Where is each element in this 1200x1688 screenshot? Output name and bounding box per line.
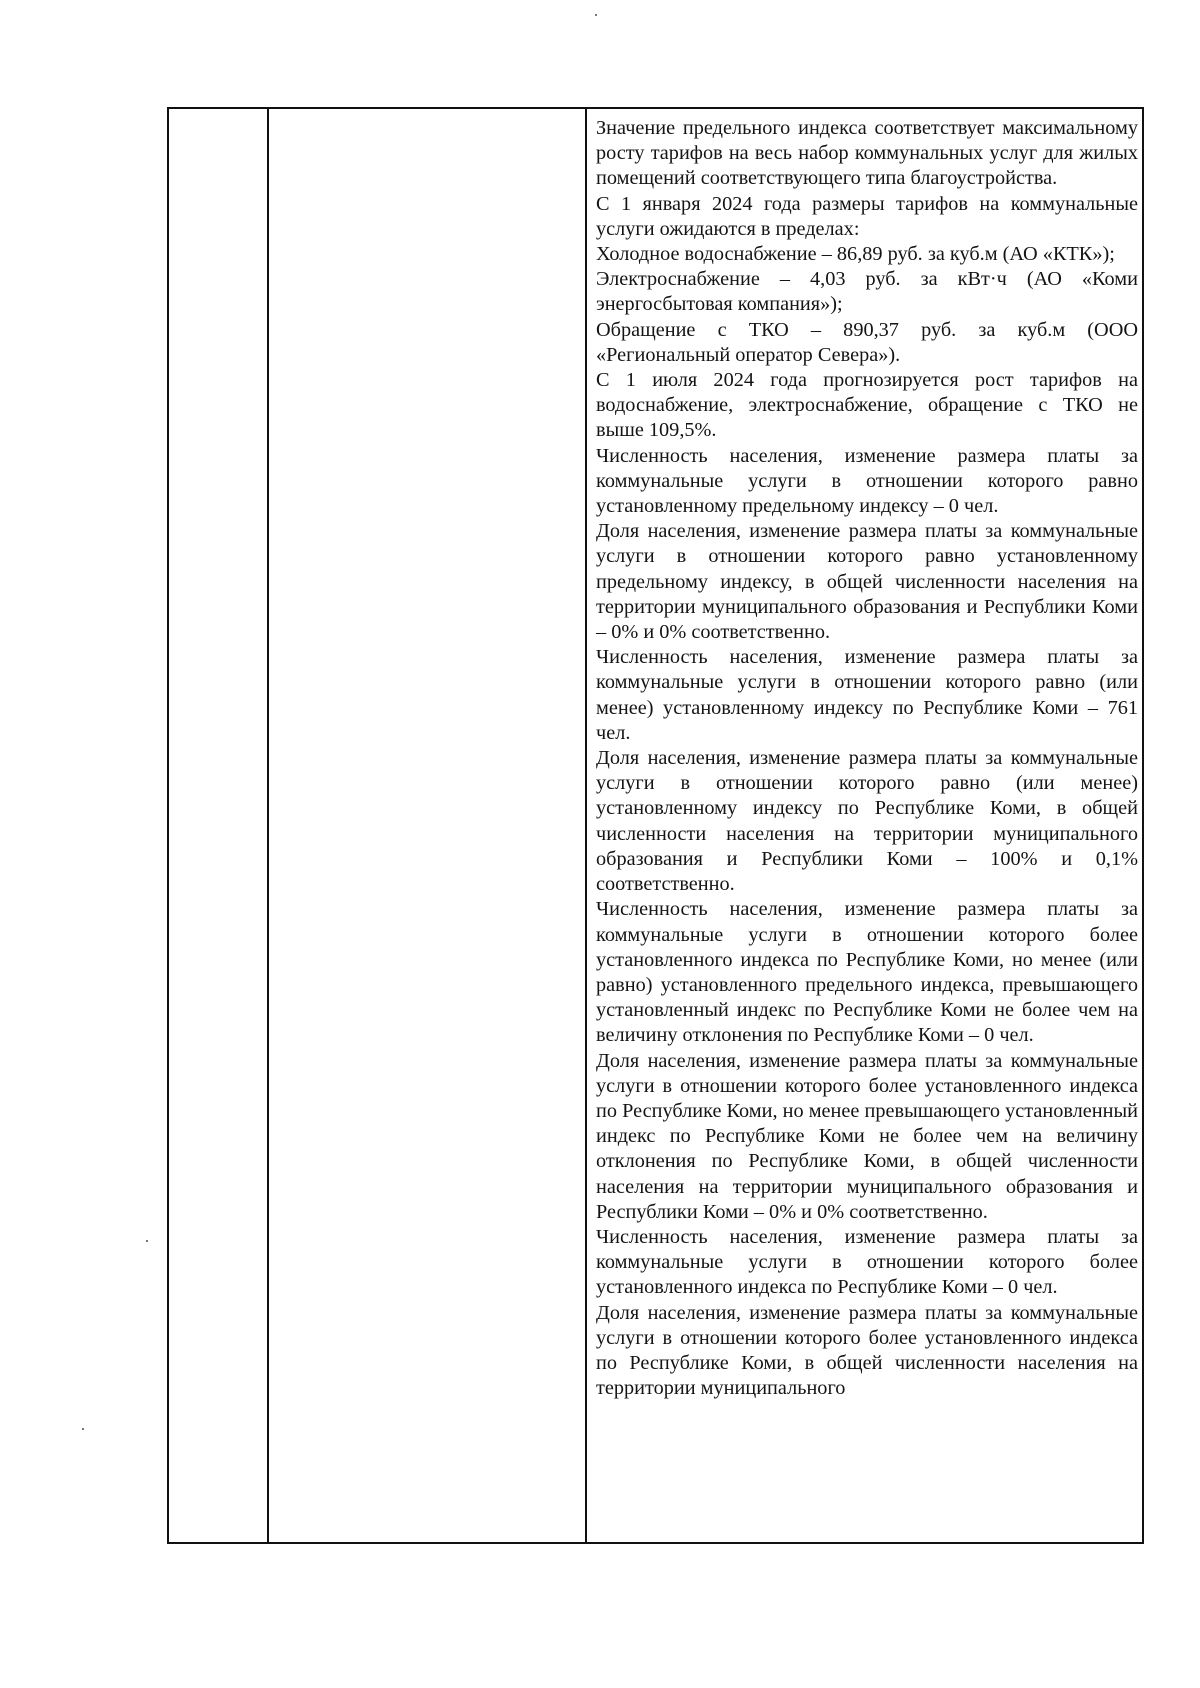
paragraph-share-below-index: Доля населения, изменение размера платы за коммунальные услуги в отношении которого равно (или менее) установленному индексу по Республике Коми, в общей численности населения на территории муниципального образования и Республики Коми – 100% и 0,1% соответственно. [596, 747, 1138, 896]
paragraph-tariffs-january: С 1 января 2024 года размеры тарифов на коммунальные услуги ожидаются в пределах: [596, 192, 1138, 240]
document-table [167, 107, 1144, 1544]
paragraph-population-equal-limit: Численность населения, изменение размера платы за коммунальные услуги в отношении которого равно установленному предельному индексу – 0 чел. [596, 444, 1138, 518]
scan-speck [82, 1428, 84, 1430]
paragraph-electricity: Электроснабжение – 4,03 руб. за кВт·ч (АО «Коми энергосбытовая компания»); [596, 268, 1138, 316]
paragraph-population-below-index: Численность населения, изменение размера платы за коммунальные услуги в отношении которого равно (или менее) установленному индексу по Республике Коми – 761 чел. [596, 646, 1138, 744]
paragraph-share-equal-limit: Доля населения, изменение размера платы за коммунальные услуги в отношении которого равно установленному предельному индексу, в общей численности населения на территории муниципального образования и Республики Коми – 0% и 0% соответственно. [596, 520, 1138, 644]
paragraph-tariffs-july: С 1 июля 2024 года прогнозируется рост тарифов на водоснабжение, электроснабжение, обращение с ТКО не выше 109,5%. [596, 369, 1138, 442]
paragraph-index-value: Значение предельного индекса соответствует максимальному росту тарифов на весь набор коммунальных услуг для жилых помещений соответствующего типа благоустройства. [596, 117, 1138, 190]
paragraph-population-above-index: Численность населения, изменение размера платы за коммунальные услуги в отношении которого более установленного индекса по Республике Коми – 0 чел. [596, 1225, 1138, 1299]
paragraph-share-within-deviation: Доля населения, изменение размера платы за коммунальные услуги в отношении которого более установленного индекса по Республике Коми, но менее превышающего установленный индекс по Республике Коми не более чем на величину отклонения по Республике Коми, в общей численности населения на территории муниципального образования и Республики Коми – 0% и 0% соответственно. [596, 1049, 1138, 1223]
table-column-indicator [269, 109, 587, 1542]
table-column-description [587, 109, 1142, 1542]
paragraph-share-above-index: Доля населения, изменение размера платы за коммунальные услуги в отношении которого более установленного индекса по Республике Коми, в общей численности населения на территории муниципального [596, 1301, 1138, 1400]
scan-speck [146, 1240, 148, 1242]
paragraph-waste: Обращение с ТКО – 890,37 руб. за куб.м (ООО «Региональный оператор Севера»). [596, 318, 1138, 366]
table-column-number [169, 109, 269, 1542]
paragraph-population-within-deviation: Численность населения, изменение размера платы за коммунальные услуги в отношении которого более установленного индекса по Республике Коми, но менее (или равно) установленного предельного индекса, превышающего установленный индекс по Республике Коми не более чем на величину отклонения по Республике Коми – 0 чел. [596, 898, 1138, 1047]
paragraph-cold-water: Холодное водоснабжение – 86,89 руб. за куб.м (АО «КТК»); [596, 243, 1115, 266]
scan-speck [595, 14, 597, 16]
